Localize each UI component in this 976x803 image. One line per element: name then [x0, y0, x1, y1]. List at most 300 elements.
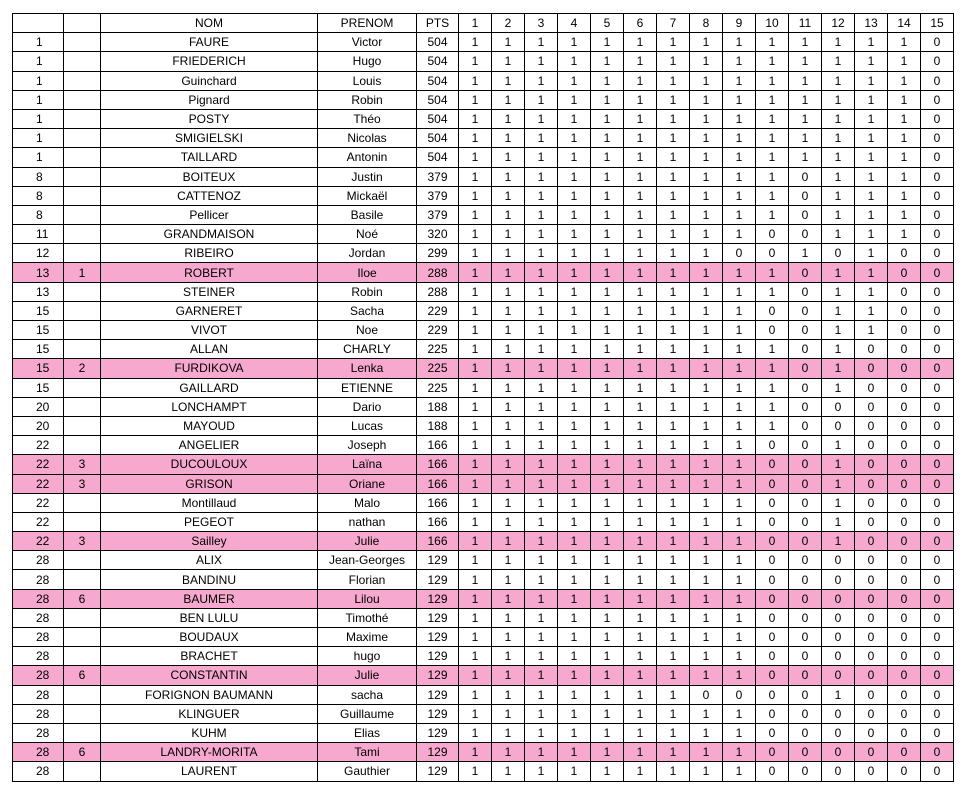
- table-row: [13, 244, 954, 263]
- score-cell: 1: [855, 225, 888, 244]
- nom-cell: BOUDAUX: [101, 628, 318, 647]
- points-cell: 129: [417, 647, 459, 666]
- score-cell: 1: [624, 589, 657, 608]
- score-cell: 1: [624, 512, 657, 531]
- nom-cell: BAUMER: [101, 589, 318, 608]
- score-cell: 1: [525, 244, 558, 263]
- column-header: 15: [921, 14, 954, 33]
- score-cell: 1: [657, 628, 690, 647]
- prenom-cell: Tami: [318, 743, 417, 762]
- score-cell: 1: [459, 685, 492, 704]
- points-cell: 229: [417, 321, 459, 340]
- nom-cell: TAILLARD: [101, 148, 318, 167]
- score-cell: 1: [789, 33, 822, 52]
- score-cell: 1: [657, 109, 690, 128]
- score-cell: 1: [558, 551, 591, 570]
- score-cell: 1: [822, 685, 855, 704]
- score-cell: 0: [756, 723, 789, 742]
- score-cell: 0: [789, 416, 822, 435]
- score-cell: 0: [789, 397, 822, 416]
- score-cell: 1: [525, 321, 558, 340]
- score-cell: 0: [789, 608, 822, 627]
- score-cell: 1: [459, 90, 492, 109]
- category-rank-cell: [64, 148, 101, 167]
- score-cell: 0: [855, 532, 888, 551]
- score-cell: 1: [822, 167, 855, 186]
- points-cell: 229: [417, 301, 459, 320]
- nom-cell: LONCHAMPT: [101, 397, 318, 416]
- rank-cell: 20: [13, 416, 64, 435]
- score-cell: 0: [789, 628, 822, 647]
- points-cell: 129: [417, 762, 459, 781]
- score-cell: 1: [525, 666, 558, 685]
- score-cell: 1: [855, 33, 888, 52]
- score-cell: 0: [888, 628, 921, 647]
- score-cell: 1: [657, 282, 690, 301]
- score-cell: 1: [459, 52, 492, 71]
- rank-cell: 1: [13, 52, 64, 71]
- score-cell: 1: [558, 647, 591, 666]
- score-cell: 0: [888, 512, 921, 531]
- score-cell: 1: [492, 359, 525, 378]
- score-cell: 1: [459, 743, 492, 762]
- score-cell: 1: [822, 436, 855, 455]
- score-cell: 1: [558, 244, 591, 263]
- score-cell: 1: [756, 90, 789, 109]
- score-cell: 1: [525, 685, 558, 704]
- score-cell: 0: [822, 628, 855, 647]
- score-cell: 0: [921, 186, 954, 205]
- prenom-cell: Laïna: [318, 455, 417, 474]
- score-cell: 1: [492, 301, 525, 320]
- category-rank-cell: [64, 109, 101, 128]
- nom-cell: ROBERT: [101, 263, 318, 282]
- nom-cell: CATTENOZ: [101, 186, 318, 205]
- score-cell: 0: [822, 551, 855, 570]
- score-cell: 1: [624, 301, 657, 320]
- score-cell: 1: [525, 71, 558, 90]
- prenom-cell: Malo: [318, 493, 417, 512]
- column-header: NOM: [101, 14, 318, 33]
- score-cell: 0: [921, 685, 954, 704]
- nom-cell: SMIGIELSKI: [101, 129, 318, 148]
- score-cell: 1: [822, 512, 855, 531]
- score-cell: 1: [525, 436, 558, 455]
- score-cell: 1: [690, 551, 723, 570]
- score-cell: 1: [822, 33, 855, 52]
- score-cell: 1: [591, 90, 624, 109]
- score-cell: 1: [690, 608, 723, 627]
- score-cell: 1: [756, 186, 789, 205]
- nom-cell: KUHM: [101, 723, 318, 742]
- rank-cell: 28: [13, 628, 64, 647]
- rank-cell: 20: [13, 397, 64, 416]
- score-cell: 1: [822, 493, 855, 512]
- column-header: PRENOM: [318, 14, 417, 33]
- score-cell: 1: [855, 205, 888, 224]
- score-cell: 1: [624, 225, 657, 244]
- score-cell: 1: [690, 532, 723, 551]
- score-cell: 1: [459, 628, 492, 647]
- score-cell: 0: [921, 340, 954, 359]
- column-header: 8: [690, 14, 723, 33]
- table-row: [13, 436, 954, 455]
- score-cell: 1: [690, 762, 723, 781]
- score-cell: 1: [459, 416, 492, 435]
- score-cell: 1: [657, 186, 690, 205]
- score-cell: 1: [591, 704, 624, 723]
- score-cell: 1: [690, 397, 723, 416]
- score-cell: 0: [789, 225, 822, 244]
- score-cell: 1: [690, 628, 723, 647]
- score-cell: 1: [525, 762, 558, 781]
- score-cell: 1: [822, 340, 855, 359]
- rank-cell: 15: [13, 301, 64, 320]
- score-cell: 0: [789, 359, 822, 378]
- rank-cell: 15: [13, 359, 64, 378]
- score-cell: 1: [822, 109, 855, 128]
- score-cell: 0: [921, 512, 954, 531]
- score-cell: 1: [888, 225, 921, 244]
- category-rank-cell: [64, 685, 101, 704]
- score-cell: 1: [657, 436, 690, 455]
- prenom-cell: Julie: [318, 666, 417, 685]
- score-cell: 1: [657, 743, 690, 762]
- score-cell: 1: [558, 71, 591, 90]
- score-cell: 1: [624, 340, 657, 359]
- prenom-cell: Noé: [318, 225, 417, 244]
- rank-cell: 8: [13, 186, 64, 205]
- score-cell: 0: [888, 685, 921, 704]
- score-cell: 1: [723, 52, 756, 71]
- table-row: [13, 109, 954, 128]
- table-row: [13, 33, 954, 52]
- category-rank-cell: [64, 493, 101, 512]
- score-cell: 0: [855, 359, 888, 378]
- table-row: [13, 186, 954, 205]
- column-header: 7: [657, 14, 690, 33]
- score-cell: 1: [657, 378, 690, 397]
- score-cell: 1: [492, 608, 525, 627]
- score-cell: 1: [558, 397, 591, 416]
- score-cell: 0: [921, 52, 954, 71]
- rank-cell: 12: [13, 244, 64, 263]
- prenom-cell: Lucas: [318, 416, 417, 435]
- score-cell: 1: [624, 551, 657, 570]
- score-cell: 1: [525, 340, 558, 359]
- score-cell: 1: [657, 244, 690, 263]
- table-row: [13, 570, 954, 589]
- points-cell: 225: [417, 359, 459, 378]
- prenom-cell: ETIENNE: [318, 378, 417, 397]
- score-cell: 0: [756, 743, 789, 762]
- score-cell: 1: [723, 340, 756, 359]
- score-cell: 1: [624, 474, 657, 493]
- points-cell: 188: [417, 416, 459, 435]
- prenom-cell: hugo: [318, 647, 417, 666]
- score-cell: 1: [624, 493, 657, 512]
- score-cell: 1: [723, 532, 756, 551]
- score-cell: 0: [756, 532, 789, 551]
- score-cell: 1: [525, 33, 558, 52]
- score-cell: 1: [822, 301, 855, 320]
- score-cell: 1: [459, 436, 492, 455]
- score-cell: 1: [459, 167, 492, 186]
- prenom-cell: Elias: [318, 723, 417, 742]
- score-cell: 1: [558, 167, 591, 186]
- score-cell: 0: [822, 397, 855, 416]
- category-rank-cell: [64, 301, 101, 320]
- score-cell: 1: [558, 340, 591, 359]
- score-cell: 1: [723, 570, 756, 589]
- score-cell: 0: [789, 167, 822, 186]
- score-cell: 0: [855, 512, 888, 531]
- score-cell: 1: [723, 301, 756, 320]
- score-cell: 0: [921, 416, 954, 435]
- score-cell: 0: [789, 704, 822, 723]
- score-cell: 1: [690, 512, 723, 531]
- score-cell: 1: [756, 397, 789, 416]
- score-cell: 0: [921, 455, 954, 474]
- score-cell: 0: [822, 666, 855, 685]
- table-row: [13, 455, 954, 474]
- score-cell: 1: [723, 704, 756, 723]
- score-cell: 0: [888, 493, 921, 512]
- score-cell: 0: [888, 263, 921, 282]
- prenom-cell: Antonin: [318, 148, 417, 167]
- score-cell: 1: [492, 512, 525, 531]
- table-row: [13, 263, 954, 282]
- score-cell: 0: [888, 551, 921, 570]
- score-cell: 1: [558, 608, 591, 627]
- category-rank-cell: [64, 71, 101, 90]
- score-cell: 0: [855, 666, 888, 685]
- score-cell: 1: [492, 129, 525, 148]
- score-cell: 1: [492, 148, 525, 167]
- score-cell: 1: [558, 301, 591, 320]
- score-cell: 0: [822, 723, 855, 742]
- score-cell: 1: [657, 205, 690, 224]
- score-cell: 1: [459, 608, 492, 627]
- points-cell: 288: [417, 282, 459, 301]
- category-rank-cell: [64, 205, 101, 224]
- score-cell: 1: [525, 628, 558, 647]
- score-cell: 1: [690, 378, 723, 397]
- score-cell: 0: [921, 90, 954, 109]
- score-cell: 1: [558, 378, 591, 397]
- score-cell: 0: [888, 474, 921, 493]
- score-cell: 1: [723, 148, 756, 167]
- score-cell: 1: [756, 205, 789, 224]
- score-cell: 0: [789, 647, 822, 666]
- score-cell: 1: [525, 647, 558, 666]
- score-cell: 1: [657, 608, 690, 627]
- score-cell: 1: [591, 512, 624, 531]
- score-cell: 1: [591, 321, 624, 340]
- score-cell: 1: [789, 52, 822, 71]
- rank-cell: 22: [13, 493, 64, 512]
- score-cell: 1: [624, 723, 657, 742]
- score-cell: 1: [525, 455, 558, 474]
- score-cell: 0: [921, 33, 954, 52]
- category-rank-cell: [64, 33, 101, 52]
- nom-cell: CONSTANTIN: [101, 666, 318, 685]
- score-cell: 0: [855, 436, 888, 455]
- score-cell: 1: [690, 71, 723, 90]
- prenom-cell: Nicolas: [318, 129, 417, 148]
- score-cell: 1: [855, 148, 888, 167]
- score-cell: 1: [657, 493, 690, 512]
- score-cell: 1: [756, 416, 789, 435]
- rank-cell: 28: [13, 743, 64, 762]
- score-cell: 1: [525, 225, 558, 244]
- table-row: [13, 628, 954, 647]
- nom-cell: GRANDMAISON: [101, 225, 318, 244]
- score-cell: 1: [459, 186, 492, 205]
- score-cell: 1: [789, 71, 822, 90]
- column-header: 9: [723, 14, 756, 33]
- nom-cell: RIBEIRO: [101, 244, 318, 263]
- nom-cell: ANGELIER: [101, 436, 318, 455]
- table-row: [13, 416, 954, 435]
- score-cell: 1: [492, 378, 525, 397]
- nom-cell: KLINGUER: [101, 704, 318, 723]
- score-cell: 1: [888, 205, 921, 224]
- score-cell: 0: [756, 321, 789, 340]
- score-cell: 1: [624, 71, 657, 90]
- score-cell: 1: [822, 378, 855, 397]
- prenom-cell: Maxime: [318, 628, 417, 647]
- score-cell: 0: [888, 378, 921, 397]
- score-cell: 1: [690, 416, 723, 435]
- category-rank-cell: [64, 512, 101, 531]
- score-cell: 1: [756, 71, 789, 90]
- score-cell: 1: [822, 282, 855, 301]
- score-cell: 1: [690, 225, 723, 244]
- score-cell: 0: [756, 512, 789, 531]
- rank-cell: 1: [13, 129, 64, 148]
- score-cell: 1: [492, 704, 525, 723]
- category-rank-cell: [64, 397, 101, 416]
- score-cell: 0: [921, 532, 954, 551]
- score-cell: 1: [657, 33, 690, 52]
- score-cell: 1: [657, 532, 690, 551]
- score-cell: 1: [492, 493, 525, 512]
- score-cell: 1: [558, 416, 591, 435]
- points-cell: 129: [417, 608, 459, 627]
- nom-cell: ALIX: [101, 551, 318, 570]
- score-cell: 1: [558, 282, 591, 301]
- score-cell: 0: [855, 628, 888, 647]
- category-rank-cell: 6: [64, 589, 101, 608]
- score-cell: 1: [888, 109, 921, 128]
- score-cell: 1: [888, 186, 921, 205]
- score-cell: 1: [558, 225, 591, 244]
- score-cell: 1: [855, 321, 888, 340]
- score-cell: 1: [525, 186, 558, 205]
- score-cell: 1: [723, 263, 756, 282]
- score-cell: 0: [822, 608, 855, 627]
- score-cell: 1: [492, 743, 525, 762]
- column-header: 14: [888, 14, 921, 33]
- score-cell: 0: [888, 589, 921, 608]
- rank-cell: 1: [13, 148, 64, 167]
- score-cell: 1: [525, 570, 558, 589]
- score-cell: 1: [690, 33, 723, 52]
- score-cell: 0: [789, 723, 822, 742]
- score-cell: 0: [921, 493, 954, 512]
- score-cell: 0: [855, 570, 888, 589]
- score-cell: 1: [657, 512, 690, 531]
- points-cell: 225: [417, 378, 459, 397]
- score-cell: 0: [921, 225, 954, 244]
- category-rank-cell: [64, 225, 101, 244]
- category-rank-cell: 1: [64, 263, 101, 282]
- rank-cell: 28: [13, 704, 64, 723]
- score-cell: 0: [921, 666, 954, 685]
- points-cell: 504: [417, 109, 459, 128]
- score-cell: 0: [789, 282, 822, 301]
- prenom-cell: Théo: [318, 109, 417, 128]
- score-cell: 0: [921, 589, 954, 608]
- score-cell: 1: [591, 205, 624, 224]
- score-cell: 1: [492, 666, 525, 685]
- score-cell: 1: [591, 282, 624, 301]
- score-cell: 1: [558, 723, 591, 742]
- score-cell: 1: [690, 455, 723, 474]
- score-cell: 1: [459, 359, 492, 378]
- score-cell: 1: [657, 225, 690, 244]
- nom-cell: BOITEUX: [101, 167, 318, 186]
- prenom-cell: Jean-Georges: [318, 551, 417, 570]
- score-cell: 1: [525, 512, 558, 531]
- score-cell: 0: [789, 455, 822, 474]
- score-cell: 0: [921, 608, 954, 627]
- score-cell: 1: [723, 33, 756, 52]
- table-row: [13, 205, 954, 224]
- score-cell: 1: [624, 90, 657, 109]
- score-cell: 0: [921, 647, 954, 666]
- score-cell: 0: [855, 723, 888, 742]
- table-row: [13, 301, 954, 320]
- score-cell: 0: [822, 743, 855, 762]
- score-cell: 0: [756, 551, 789, 570]
- score-cell: 0: [822, 416, 855, 435]
- points-cell: 129: [417, 628, 459, 647]
- score-cell: 0: [855, 589, 888, 608]
- points-cell: 129: [417, 589, 459, 608]
- score-cell: 1: [558, 589, 591, 608]
- points-cell: 166: [417, 474, 459, 493]
- score-cell: 0: [756, 301, 789, 320]
- score-cell: 1: [723, 512, 756, 531]
- score-cell: 1: [558, 493, 591, 512]
- score-cell: 1: [690, 52, 723, 71]
- category-rank-cell: [64, 723, 101, 742]
- score-cell: 1: [822, 186, 855, 205]
- score-cell: 1: [690, 109, 723, 128]
- score-cell: 1: [459, 474, 492, 493]
- score-cell: 1: [888, 167, 921, 186]
- score-cell: 0: [789, 570, 822, 589]
- score-cell: 1: [525, 205, 558, 224]
- score-cell: 1: [624, 743, 657, 762]
- score-cell: 0: [756, 647, 789, 666]
- score-cell: 0: [921, 628, 954, 647]
- score-cell: 1: [525, 589, 558, 608]
- prenom-cell: Guillaume: [318, 704, 417, 723]
- score-cell: 1: [558, 570, 591, 589]
